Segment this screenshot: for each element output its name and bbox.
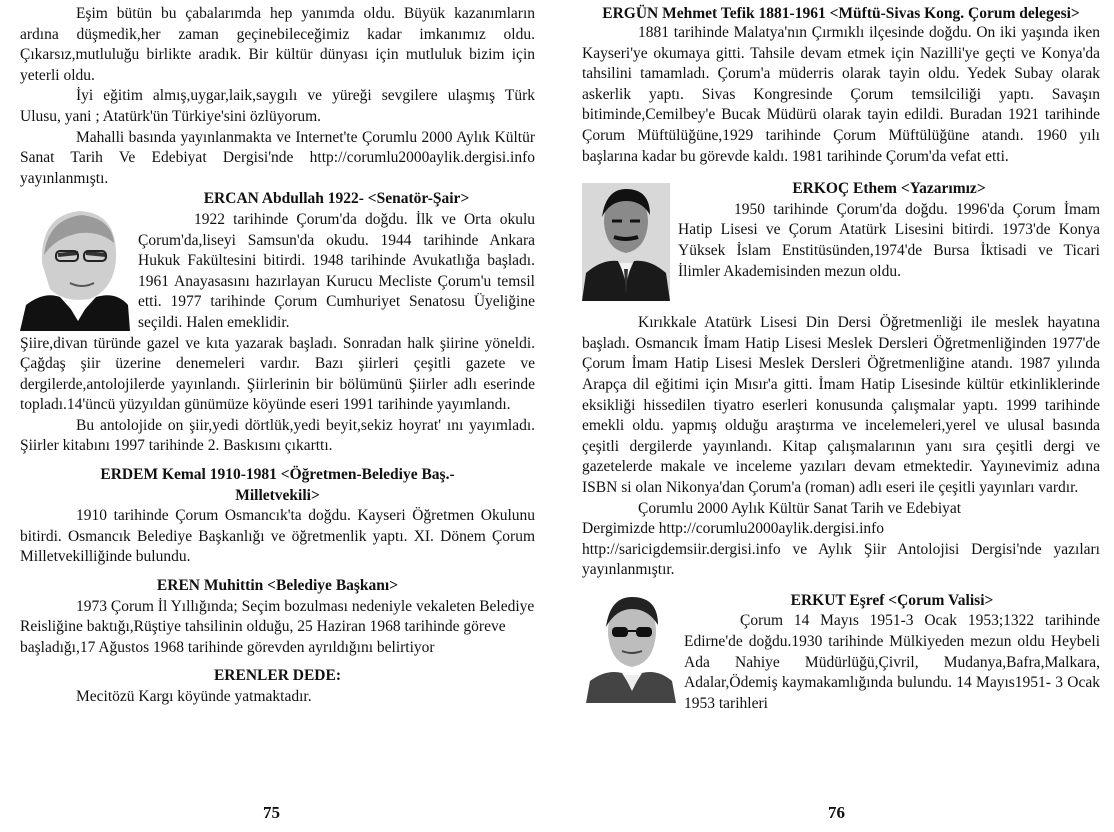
ercan-portrait-photo (20, 193, 130, 331)
erenler-entry (20, 666, 535, 707)
erkoc-career-paragraph: Kırıkkale Atatürk Lisesi Din Dersi Öğretmenliği ile meslek hayatına başladı. Osmancık İmam Hatip Lisesi Meslek Dersleri Öğretmenliğinden 1977'de Çorum İmam Hatip Lisesi Meslek Dersleri Öğretmenliğine atandı. 1987 yılında Arapça dil eğitimi için Mısır'a gitti. İmam Hatip Lisesinde kültür etkinliklerinde eksikliği hissedilen tiyatro eserleri konusunda çalışmalar yaptı. 1999 tarihinde emekli oldu. yapmış olduğu araştırma ve incelemeleri,yerel ve ulusal basında çeşitli dergilerde yayınlandı. Kitap çalışmalarının yanı sıra çeşitli dergi ve gazetelerde makale ve inceleme yazıları devam etmektedir. Yayınevimiz adına ISBN si olan Nikonya'dan Çorum'a (roman) adlı eseri ile çeşitli yayınları vardır. (582, 314, 1100, 496)
erenler-text: Mecitözü Kargı köyünde yatmaktadır. (76, 688, 312, 705)
erdem-entry (20, 465, 535, 568)
intro-paragraph-1: Eşim bütün bu çabalarımda hep yanımda oldu. Büyük kazanımların ardına düşmedik,her zaman geçinebileceğimiz kadar imkanımız oldu. Çıkarsız,mutluluğu birlikte aradık. Bir kültür dünyası için mutluluk bizim için yeterli oldu. (20, 5, 535, 84)
ergun-heading: ERGÜN Mehmet Tefik 1881-1961 <Müftü-Sivas Kong. Çorum delegesi> (602, 5, 1080, 22)
erkut-portrait-photo (582, 593, 676, 703)
erkoc-publication-line-2: Dergimizde http://corumlu2000aylik.dergisi.info (582, 520, 885, 538)
eren-heading: EREN Muhittin <Belediye Başkanı> (156, 577, 399, 595)
page-number-left: 75 (263, 803, 280, 822)
erkut-entry (582, 591, 1100, 715)
erkoc-publication-line-3: http://saricigdemsiir.dergisi.info ve Aylık Şiir Antolojisi Dergisi'nde yazıları yayınlanmıştır. (582, 540, 1100, 579)
erdem-biography: 1910 tarihinde Çorum Osmancık'ta doğdu. Kayseri Öğretmen Okulunu bitirdi. Osmancık Belediye Başkanlığı ve öğretmenlik yaptı. XI. Dönem Çorum Milletvekilliğinde bulundu. (20, 507, 535, 566)
ercan-entry (20, 189, 535, 457)
ercan-anthology-paragraph: Bu antolojide on şiir,yedi dörtlük,yedi beyit,sekiz hoyrat' ını yayımladı. Şiirler kitabını 1997 tarihinde 2. Baskısını çıkarttı. (20, 416, 535, 455)
erkoc-biography: 1950 tarihinde Çorum'da doğdu. 1996'da Çorum İmam Hatip Lisesi ve Çorum Atatürk Lisesini bitirdi. 1973'de Konya Yüksek İslam Enstitüsünden,1974'de Bursa İktisadi ve Ticari İlimler Akademisinden mezun oldu. (678, 200, 1100, 280)
ercan-heading: ERCAN Abdullah 1922- <Senatör-Şair> (203, 190, 470, 208)
erkoc-publication-line-1: Çorumlu 2000 Aylık Kültür Sanat Tarih ve Edebiyat (638, 499, 962, 517)
ercan-poetry-paragraph: Şiire,divan türünde gazel ve kıta yazarak başladı. Sonradan halk şiirine yöneldi. Çağdaş şiir üzerine denemeleri vardır. Bazı şiirleri çeşitli gazete ve dergilerde,antolojilerde yayınlandı. Şiirlerinin bir bölümünü Şiirler adlı eserinde topladı.14'üncü yüzyıldan günümüze köyünde eseri 1991 tarihinde yayımlandı. (20, 334, 535, 414)
ergun-biography: 1881 tarihinde Malatya'nın Çırmıklı ilçesinde doğdu. On iki yaşında iken Kayseri'ye okumaya gitti. Tahsile devam etmek için Nazilli'ye geçti ve Konya'da tahsilini tamamladı. Çorum'a müderris olarak tayin oldu. Yedek Subay olarak askerlik yaptı. Sivas Kongresinde Çorum temsilciliği yaptı. Savaşın bitiminde,Cemilbey'e Bucak Müdürü olarak tayin edildi. Buradan 1921 tarihinde Çorum Müftülüğüne,1929 tarihinde Çorum Müftülüğüne atandı. 1960 yılı başlarına kadar bu görevde kaldı. 1981 tarihinde Çorum'da vefat etti. (582, 24, 1100, 165)
erkoc-heading: ERKOÇ Ethem <Yazarımız> (792, 180, 986, 198)
ercan-biography: 1922 tarihinde Çorum'da doğdu. İlk ve Orta okulu Çorum'da,liseyi Samsun'da okudu. 1944 tarihinde Ankara Hukuk Fakültesini bitirdi. 1948 tarihinde Avukatlığa başladı. 1961 Anayasasını hazırlayan Kurucu Mecliste Çorum'u temsil etti. 1977 tarihinde Çorum Cumhuriyet Senatosu Üyeliğine seçildi. Halen emeklidir. (138, 210, 535, 331)
erenler-heading: ERENLER DEDE: (213, 667, 342, 685)
erkoc-entry (582, 179, 1100, 581)
intro-paragraph-3: Mahalli basında yayınlanmakta ve Internet'te Çorumlu 2000 Aylık Kültür Sanat Tarih Ve Edebiyat Dergisi'nde http://corumlu2000aylik.dergisi.info yayınlanmıştı. (20, 128, 535, 187)
intro-paragraph-2: İyi eğitim almış,uygar,laik,saygılı ve yüreği sevgilere ulaşmış Türk Ulusu, yani ; Atatürk'ün Türkiye'sini özlüyorum. (20, 87, 535, 125)
erkut-heading: ERKUT Eşref <Çorum Valisi> (790, 591, 994, 609)
erkut-biography: Çorum 14 Mayıs 1951-3 Ocak 1953;1322 tarihinde Edirne'de doğdu.1930 tarihinde Mülkiyeden mezun oldu Heybeli Ada Nahiye Müdürlüğü,Çivril, Mudanya,Bafra,Malkara, Adalar,Ödemiş kaymakamlığında bulundu. 14 Mayıs1951- 3 Ocak 1953 tarihleri (684, 612, 1100, 712)
left-page (20, 4, 535, 708)
eren-entry (20, 576, 535, 658)
eren-biography: 1973 Çorum İl Yıllığında; Seçim bozulması nedeniyle vekaleten Belediye Reisliğine baktığı,Rüştiye tahsilinin olduğu, 25 Haziran 1968 tarihinde göreve başladığı,17 Ağustos 1968 tarihinde görevden ayrıldığını belirtiyor (20, 597, 535, 656)
erdem-heading: ERDEM Kemal 1910-1981 <Öğretmen-Belediye Baş.- Milletvekili> (100, 466, 455, 504)
erkoc-portrait-photo (582, 183, 670, 301)
ergun-entry (582, 4, 1100, 167)
page-number-right: 76 (828, 803, 845, 822)
right-page (582, 4, 1100, 714)
